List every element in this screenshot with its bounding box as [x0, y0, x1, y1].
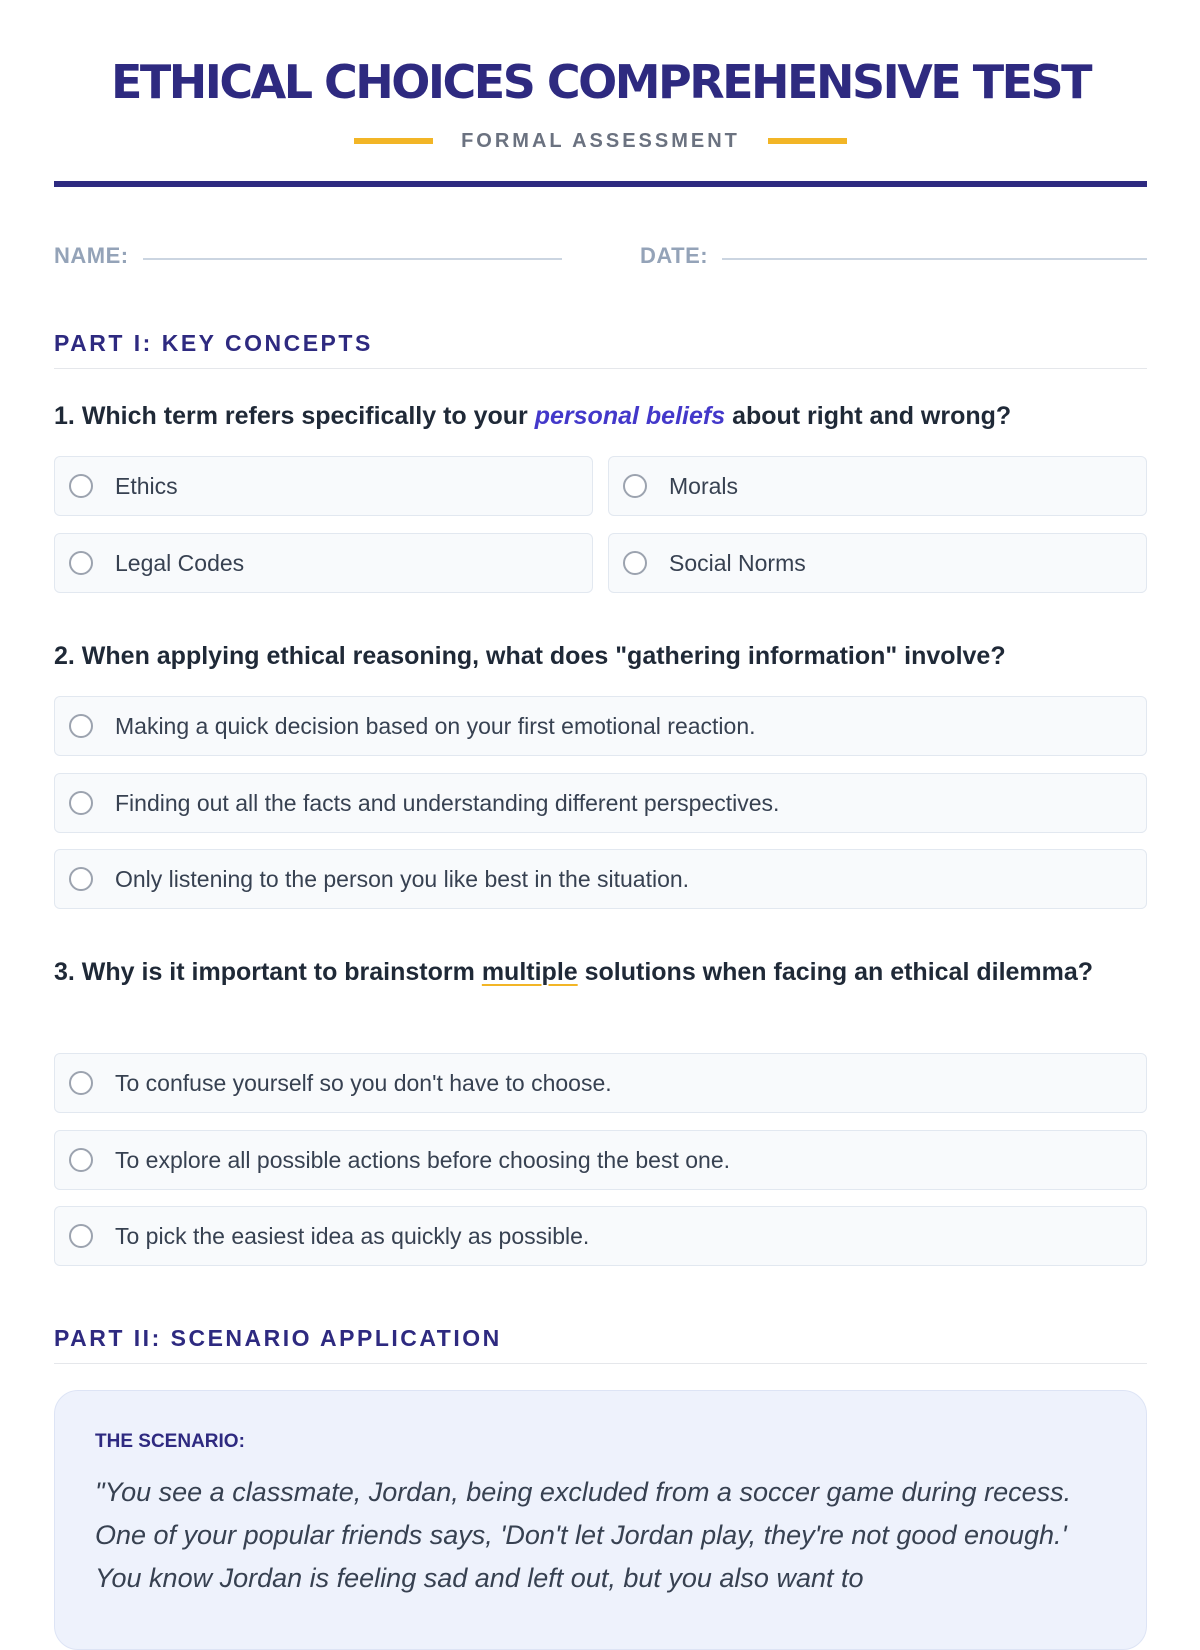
q2-option[interactable]: [54, 849, 1147, 909]
option-label: To explore all possible actions before choosing the best one.: [115, 1146, 731, 1173]
date-field[interactable]: [640, 240, 1147, 272]
option-label: Finding out all the facts and understanding different perspectives.: [115, 789, 780, 816]
scenario-box: [54, 1390, 1147, 1650]
q1-option[interactable]: [608, 533, 1147, 593]
name-label: NAME:: [54, 243, 129, 268]
question-2: 2. When applying ethical reasoning, what does "gathering information" involve?: [54, 642, 1006, 670]
radio-button[interactable]: [69, 1224, 93, 1248]
subtitle-right-bar: [768, 138, 847, 144]
option-label: Legal Codes: [115, 549, 245, 576]
q1-text-before: Which term refers specifically to your: [81, 402, 528, 430]
radio-button[interactable]: [69, 474, 93, 498]
scenario-text: "You see a classmate, Jordan, being excluded from a soccer game during recess. One of your popular friends says, 'Don't let Jordan play, they're not good enough.' You know Jordan is feeling sad and left out, but you also want to: [95, 1477, 1072, 1593]
radio-button[interactable]: [69, 1148, 93, 1172]
part1-heading: PART I: KEY CONCEPTS: [54, 328, 1147, 369]
subtitle: FORMAL ASSESSMENT: [461, 129, 740, 152]
scenario-label: THE SCENARIO:: [95, 1431, 245, 1452]
radio-button[interactable]: [623, 474, 647, 498]
radio-button[interactable]: [69, 551, 93, 575]
option-label: Morals: [669, 472, 739, 499]
radio-button[interactable]: [69, 714, 93, 738]
q3-text-after: solutions when facing an ethical dilemma?: [584, 958, 1094, 986]
option-label: Making a quick decision based on your first emotional reaction.: [115, 712, 756, 739]
radio-button[interactable]: [69, 867, 93, 891]
q3-option[interactable]: [54, 1130, 1147, 1190]
q3-underlined: multiple: [481, 958, 578, 986]
name-line[interactable]: [143, 258, 562, 260]
name-field[interactable]: [54, 240, 562, 272]
q2-option[interactable]: [54, 696, 1147, 756]
q1-option[interactable]: [608, 456, 1147, 516]
subtitle-row: [54, 126, 1147, 156]
q3-option[interactable]: [54, 1053, 1147, 1113]
radio-button[interactable]: [69, 1071, 93, 1095]
q1-emphasis: personal beliefs: [534, 402, 726, 430]
q1-text-after: about right and wrong?: [732, 402, 1012, 430]
radio-button[interactable]: [69, 791, 93, 815]
q1-option[interactable]: [54, 456, 593, 516]
part2-heading: PART II: SCENARIO APPLICATION: [54, 1323, 1147, 1364]
question-1: [54, 396, 1147, 436]
q3-text-before: 3. Why is it important to brainstorm: [54, 958, 475, 986]
question-3: [54, 952, 1147, 992]
subtitle-left-bar: [354, 138, 433, 144]
q1-number: 1.: [54, 402, 75, 430]
q2-option[interactable]: [54, 773, 1147, 833]
date-label: DATE:: [640, 243, 709, 268]
q1-option[interactable]: [54, 533, 593, 593]
q3-option[interactable]: [54, 1206, 1147, 1266]
option-label: Only listening to the person you like best in the situation.: [115, 865, 690, 892]
option-label: Social Norms: [669, 549, 806, 576]
header-divider: [54, 181, 1147, 187]
option-label: To pick the easiest idea as quickly as possible.: [115, 1222, 590, 1249]
radio-button[interactable]: [623, 551, 647, 575]
option-label: Ethics: [115, 472, 178, 499]
date-line[interactable]: [722, 258, 1147, 260]
option-label: To confuse yourself so you don't have to choose.: [115, 1069, 612, 1096]
page-title: ETHICAL CHOICES COMPREHENSIVE TEST: [110, 55, 1091, 109]
